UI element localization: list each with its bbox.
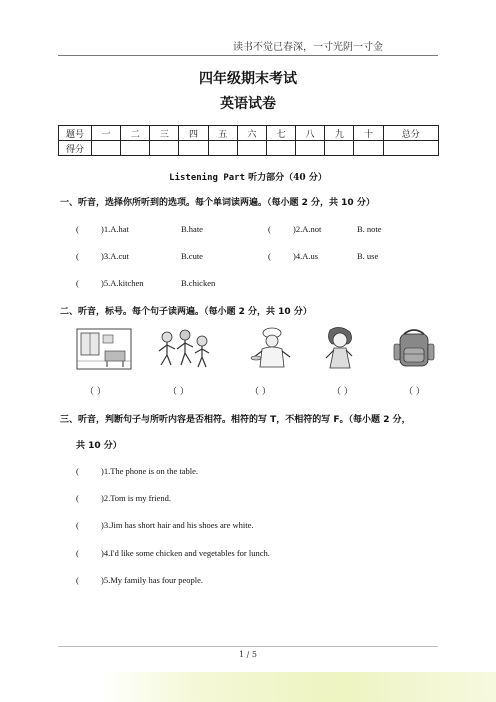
score-cell: 七 bbox=[266, 126, 295, 141]
s1-item3-a: )3.A.cut bbox=[101, 251, 129, 261]
s2-answer-blank[interactable]: （ ） bbox=[250, 387, 271, 397]
score-cell: 六 bbox=[237, 126, 266, 141]
s3-item-open-paren: ( bbox=[76, 548, 79, 558]
score-cell: 四 bbox=[179, 126, 208, 141]
score-cell: 八 bbox=[296, 126, 325, 141]
header-divider bbox=[58, 55, 438, 56]
score-blank-cell[interactable] bbox=[92, 141, 121, 156]
s1-item4-a: )4.A.us bbox=[293, 251, 319, 261]
exam-subtitle: 英语试卷 bbox=[220, 96, 276, 112]
section3-heading-line2: 共 10 分） bbox=[76, 441, 122, 451]
s1-item1-a: )1.A.hat bbox=[101, 224, 129, 234]
page-number: 1 / 5 bbox=[239, 650, 257, 659]
score-blank-cell[interactable] bbox=[296, 141, 325, 156]
girl-picture bbox=[320, 326, 360, 372]
score-cell: 总分 bbox=[383, 126, 438, 141]
section2-heading: 二、听音，标号。每个句子读两遍。（每小题 2 分，共 10 分） bbox=[60, 307, 312, 317]
exam-title: 四年级期末考试 bbox=[199, 71, 297, 87]
header-motto: 读书不觉已春深，一寸光阴一寸金 bbox=[233, 42, 383, 53]
score-blank-cell[interactable] bbox=[208, 141, 237, 156]
s2-answer-blank[interactable]: （ ） bbox=[85, 387, 106, 397]
s3-item1: )1.The phone is on the table. bbox=[101, 466, 199, 476]
s3-item4: )4.I'd like some chicken and vegetables for lunch. bbox=[101, 548, 270, 558]
s1-item-open-paren: ( bbox=[268, 224, 271, 234]
s3-item-open-paren: ( bbox=[76, 493, 79, 503]
s3-item-open-paren: ( bbox=[76, 575, 79, 585]
s1-item1-b: B.hate bbox=[181, 224, 203, 234]
score-cell: 九 bbox=[325, 126, 354, 141]
score-cell: 一 bbox=[92, 126, 121, 141]
s1-item4-b: B. use bbox=[357, 251, 379, 261]
s3-item2: )2.Tom is my friend. bbox=[101, 493, 171, 503]
s1-item3-b: B.cute bbox=[181, 251, 203, 261]
score-blank-cell[interactable] bbox=[237, 141, 266, 156]
section1-heading: 一、听音，选择你所听到的选项。每个单词读两遍。（每小题 2 分，共 10 分） bbox=[60, 198, 375, 208]
score-blank-cell[interactable] bbox=[121, 141, 150, 156]
s1-item-open-paren: ( bbox=[76, 224, 79, 234]
s2-answer-blank[interactable]: （ ） bbox=[404, 387, 425, 397]
footer-divider bbox=[58, 646, 438, 647]
score-cell: 三 bbox=[150, 126, 179, 141]
s2-answer-blank[interactable]: （ ） bbox=[168, 387, 189, 397]
kids-playing-picture bbox=[155, 327, 213, 371]
s1-item2-b: B. note bbox=[357, 224, 382, 234]
score-blank-cell[interactable] bbox=[354, 141, 383, 156]
score-cell: 五 bbox=[208, 126, 237, 141]
s3-item-open-paren: ( bbox=[76, 520, 79, 530]
score-table-score-row bbox=[59, 141, 439, 156]
s1-item-open-paren: ( bbox=[76, 251, 79, 261]
footer-decoration bbox=[100, 672, 496, 702]
score-cell: 二 bbox=[121, 126, 150, 141]
listening-part-zh: 听力部分（40 分） bbox=[248, 173, 327, 183]
s1-item5-b: B.chicken bbox=[181, 278, 216, 288]
score-blank-cell[interactable] bbox=[325, 141, 354, 156]
s1-item-open-paren: ( bbox=[268, 251, 271, 261]
score-row-label: 得分 bbox=[59, 141, 92, 156]
s3-item5: )5.My family has four people. bbox=[101, 575, 203, 585]
s1-item2-a: )2.A.not bbox=[293, 224, 322, 234]
s1-item5-a: )5.A.kitchen bbox=[101, 278, 144, 288]
score-table-header-row bbox=[59, 126, 439, 141]
score-cell: 十 bbox=[354, 126, 383, 141]
listening-part-en: Listening Part bbox=[169, 173, 246, 183]
section3-heading-line1: 三、听音，判断句子与所听内容是否相符。相符的写 T，不相符的写 F。（每小题 2 分， bbox=[60, 415, 411, 425]
backpack-picture bbox=[392, 326, 436, 372]
s3-item3: )3.Jim has short hair and his shoes are white. bbox=[101, 520, 254, 530]
room-picture bbox=[75, 327, 133, 371]
s2-answer-blank[interactable]: （ ） bbox=[332, 387, 353, 397]
cook-picture bbox=[250, 327, 294, 371]
score-blank-cell[interactable] bbox=[150, 141, 179, 156]
score-blank-cell[interactable] bbox=[266, 141, 295, 156]
s3-item-open-paren: ( bbox=[76, 466, 79, 476]
score-blank-cell[interactable] bbox=[179, 141, 208, 156]
s1-item-open-paren: ( bbox=[76, 278, 79, 288]
score-blank-cell[interactable] bbox=[383, 141, 438, 156]
score-cell: 题号 bbox=[59, 126, 92, 141]
score-table bbox=[58, 125, 439, 156]
listening-part-header bbox=[0, 170, 496, 183]
